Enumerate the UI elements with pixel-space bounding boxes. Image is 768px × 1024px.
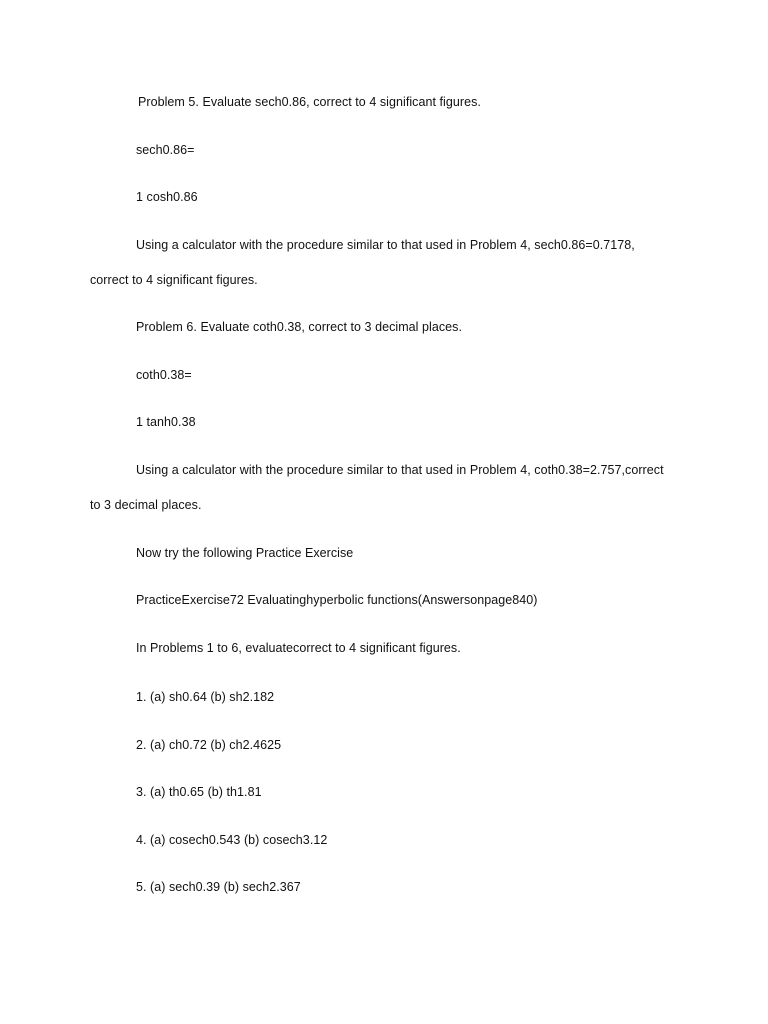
problem-6-heading: Problem 6. Evaluate coth0.38, correct to 3 decimal places. (136, 320, 462, 334)
exercise-item-1: 1. (a) sh0.64 (b) sh2.182 (136, 690, 275, 704)
problem-6-solution: Using a calculator with the procedure similar to that used in Problem 4, coth0.38=2.757,correct (136, 463, 664, 477)
problem-5-solution: Using a calculator with the procedure similar to that used in Problem 4, sech0.86=0.7178, (136, 238, 635, 252)
exercise-item-4: 4. (a) cosech0.543 (b) cosech3.12 (136, 833, 328, 847)
equation-sech-lhs: sech0.86= (136, 143, 195, 157)
equation-sech-rhs: 1 cosh0.86 (136, 190, 198, 204)
problem-5-heading: Problem 5. Evaluate sech0.86, correct to 4 significant figures. (138, 95, 481, 109)
problem-6-solution-continued: to 3 decimal places. (90, 498, 202, 512)
practice-intro: Now try the following Practice Exercise (136, 546, 354, 560)
practice-instructions: In Problems 1 to 6, evaluatecorrect to 4 significant figures. (136, 641, 461, 655)
practice-exercise-title: PracticeExercise72 Evaluatinghyperbolic functions(Answersonpage840) (136, 593, 538, 607)
equation-coth-rhs: 1 tanh0.38 (136, 415, 196, 429)
problem-5-solution-continued: correct to 4 significant figures. (90, 273, 258, 287)
exercise-item-2: 2. (a) ch0.72 (b) ch2.4625 (136, 738, 282, 752)
equation-coth-lhs: coth0.38= (136, 368, 192, 382)
exercise-item-3: 3. (a) th0.65 (b) th1.81 (136, 785, 262, 799)
exercise-item-5: 5. (a) sech0.39 (b) sech2.367 (136, 880, 301, 894)
